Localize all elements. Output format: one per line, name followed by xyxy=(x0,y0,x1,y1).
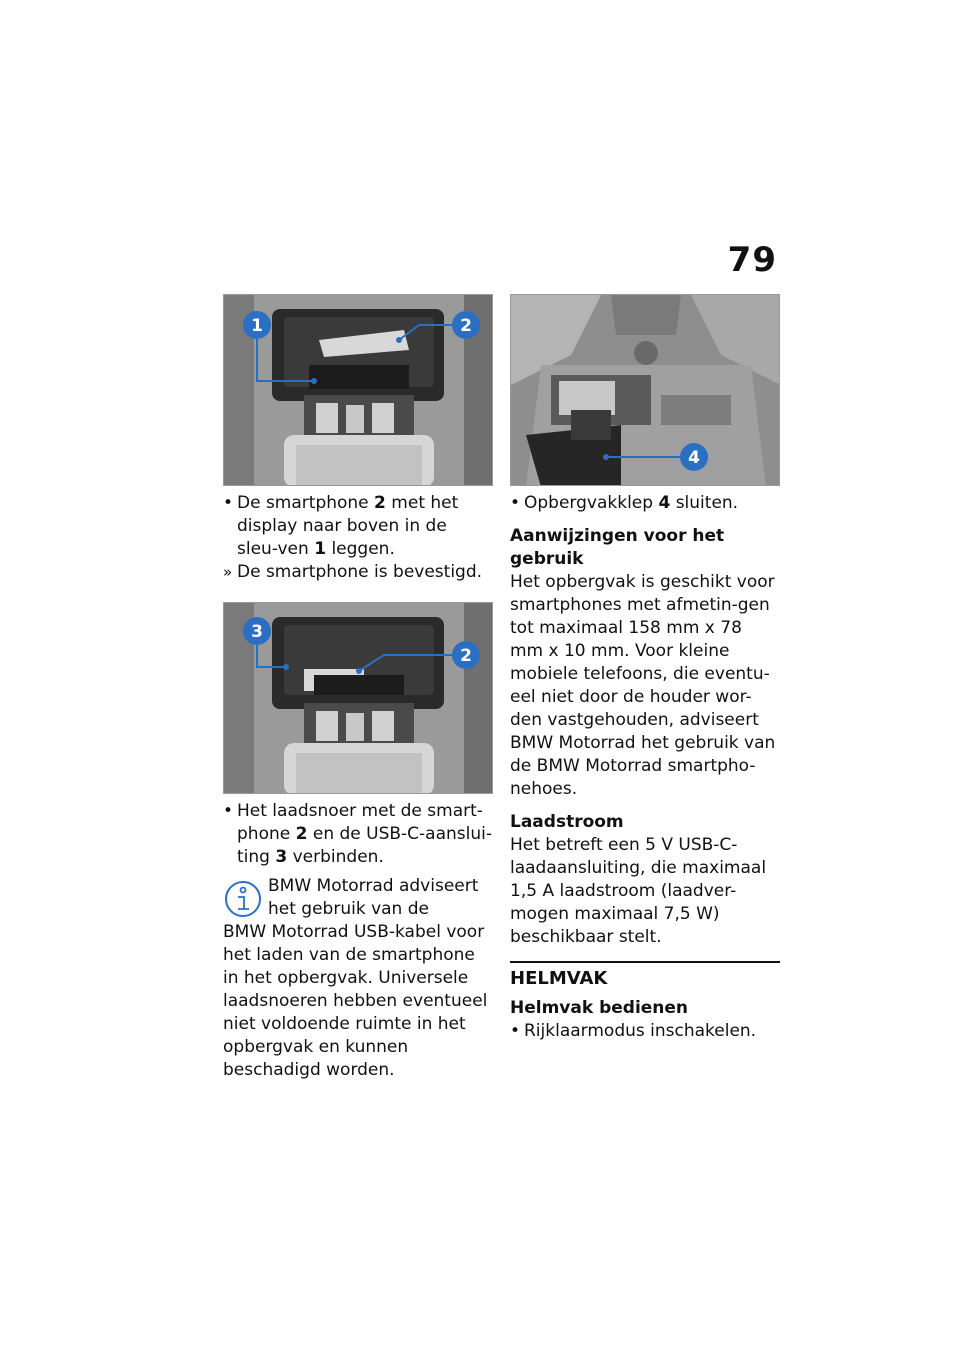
callout-ref: 2 xyxy=(374,493,386,513)
section-title: HELMVAK xyxy=(510,968,608,989)
note-line: BMW Motorrad adviseert xyxy=(268,876,479,896)
callout-label: 2 xyxy=(460,646,472,666)
note-block xyxy=(223,875,493,1082)
note-line: het gebruik van de xyxy=(268,899,429,919)
subheading: Laadstroom xyxy=(510,812,624,832)
instruction-step: • De smartphone 2 met het display naar boven in de sleu-ven 1 leggen. xyxy=(223,493,459,559)
bullet-dot-icon: • xyxy=(223,801,234,821)
instruction-step: • Opbergvakklep 4 sluiten. xyxy=(510,493,739,513)
instruction-step: • Rijklaarmodus inschakelen. xyxy=(510,1021,757,1041)
instruction-step: • Het laadsnoer met de smart-phone 2 en de USB-C-aanslui-ting 3 verbinden. xyxy=(223,801,493,867)
figure-smartphone-holder xyxy=(223,294,493,486)
section-divider xyxy=(510,961,780,991)
callout-label: 3 xyxy=(251,622,263,642)
photo-illustration-1 xyxy=(224,295,493,486)
bullet-dot-icon: • xyxy=(223,493,234,513)
subheading: Aanwijzingen voor het gebruik xyxy=(510,526,725,569)
callout-ref: 1 xyxy=(314,539,327,559)
right-column xyxy=(510,294,780,1043)
result-arrow-icon: » xyxy=(223,563,233,581)
paragraph: Het betreft een 5 V USB-C-laadaansluiting, die maximaal 1,5 A laadstroom (laadver-mogen maximaal 7,5 W) beschikbaar stelt. xyxy=(510,835,767,947)
info-icon xyxy=(223,879,263,919)
callout-label: 4 xyxy=(688,448,700,468)
callout-label: 1 xyxy=(251,316,263,336)
left-column xyxy=(223,294,493,1082)
note-text: BMW Motorrad USB-kabel voor het laden van de smartphone in het opbergvak. Universele laadsnoeren hebben eventueel niet voldoende ruimte in het opbergvak en kunnen beschadigd worden. xyxy=(223,922,488,1080)
callout-ref: 4 xyxy=(658,493,671,513)
bullet-dot-icon: • xyxy=(510,1021,521,1041)
result-line: » De smartphone is bevestigd. xyxy=(223,562,483,582)
bullet-dot-icon: • xyxy=(510,493,521,513)
subheading: Helmvak bedienen xyxy=(510,998,689,1018)
figure-storage-flap xyxy=(510,294,780,486)
callout-ref: 3 xyxy=(275,847,288,867)
callout-label: 2 xyxy=(460,316,472,336)
paragraph: Het opbergvak is geschikt voor smartphones met afmetin-gen tot maximaal 158 mm x 78 mm x 10 mm. Voor kleine mobiele telefoons, die eventu-eel niet door de houder wor-den vastgehouden, adviseert BMW Motorrad het gebruik van de BMW Motorrad smartpho-nehoes. xyxy=(510,572,776,799)
photo-illustration-2 xyxy=(224,603,493,794)
figure-usb-connection xyxy=(223,602,493,794)
photo-illustration-3 xyxy=(511,295,780,486)
callout-ref: 2 xyxy=(295,824,308,844)
page-number: 79 xyxy=(727,240,777,280)
